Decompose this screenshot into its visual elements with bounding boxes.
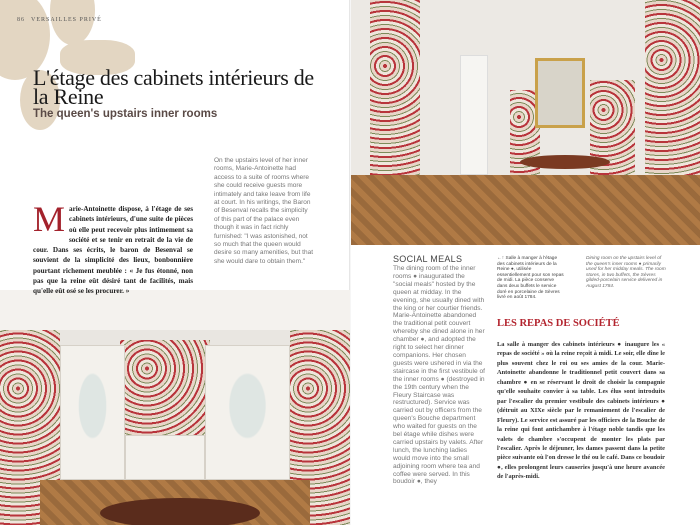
running-head-text: VERSAILLES PRIVÉ — [31, 17, 102, 23]
section-heading-en: SOCIAL MEALS — [393, 254, 463, 264]
drop-cap-space — [33, 199, 69, 239]
section-heading-fr: LES REPAS DE SOCIÉTÉ — [497, 318, 620, 329]
section-body-en: The dining room of the inner rooms ● inaugurated the "social meals" hosted by the queen at midday. In the evening, she usually dined with the king or her courtier friends. Marie-Antoinette abandoned the traditional petit couvert whereby she dined alone in her chamber ●, and adopted the right to select her dinner companions. Her chosen guests were ushered in via the staircase in the first vestibule of the inner rooms ● (destroyed in the 19th century when the Fleury Staircase was restructured). Service was carried out by officers from the queen's Bouche department who waited for guests on the bel étage while dishes were carried upstairs by valets. After lunch, the lunching ladies would move into the small adjoining room where tea and coffee were served. In this boudoir ●, they — [393, 265, 485, 486]
photo-caption-fr: ←↑ Salle à manger à l'étage des cabinets intérieurs de la Reine ●, utilisée essentiellement pour son repas de midi. La pièce conserve dans deux buffets le service doré en porcelaine de Sèvres livré en août 1784. — [497, 256, 564, 301]
dining-room-photo — [350, 0, 700, 245]
running-head — [17, 17, 102, 23]
photo-caption-en: Dining room on the upstairs level of the queen's inner rooms ● primarily used for her midday meals. The room stores, in two buffets, the Sèvres gilded-porcelain service delivered in August 1784. — [586, 256, 666, 289]
page-subtitle: The queen's upstairs inner rooms — [33, 108, 218, 120]
page-title: L'étage des cabinets intérieurs de la Reine — [33, 65, 314, 109]
page-number: 86 — [17, 17, 25, 23]
dining-room-buffets-photo — [0, 290, 350, 525]
section-body-fr: La salle à manger des cabinets intérieurs ● inaugure les « repas de société » où la reine reçoit à midi. Le soir, elle dîne le plus souvent chez le roi ou ses amies de la cour. Marie-Antoinette abandonne le traditionnel petit couvert dans sa chambre ● en se réservant le droit de choisir la compagnie qu'elle souhaite convier à sa table. Les élus sont introduits par l'escalier du premier vestibule des cabinets intérieurs ● (détruit au XIXe siècle par le remaniement de l'escalier de Fleury). Le service est assuré par les officiers de la Bouche de la reine qui font antichambre à l'étage noble tandis que les valets de chambre s'occupent de monter les plats par l'escalier. Après le déjeuner, les dames passent dans la petite pièce suivante où l'on dresse le thé ou le café. Dans ce boudoir ●, elles prolongent leurs causeries jusqu'à une heure avancée de l'après-midi. — [497, 341, 665, 481]
intro-fr-text: arie-Antoinette dispose, à l'étage de ses cabinets intérieurs, d'une suite de pièces où elle peut recevoir plus intimement sa société et se tenir en retrait de la vie de cour. Dans ses écrits, le baron de Besenval se souvient de la simplicité des lieux, bonbonnière pourtant richement meublée : « Je fus étonné, non pas que la reine eût désiré tant de facilités, mais qu'elle eût osé se les procurer. » — [33, 205, 193, 296]
intro-fr — [33, 199, 193, 297]
right-page — [350, 0, 700, 525]
intro-en: On the upstairs level of her inner rooms, Marie-Antoinette had access to a suite of rooms where she could receive guests more intimately and take leave from life at court. In his writings, the Baron of Besenval recalls the simplicity of this part of the palace even though it was in fact richly furnished: "I was astonished, not so much that the queen would desire so many amenities, but that she would dare to obtain them." — [214, 157, 313, 265]
drop-cap: M — [33, 199, 66, 239]
